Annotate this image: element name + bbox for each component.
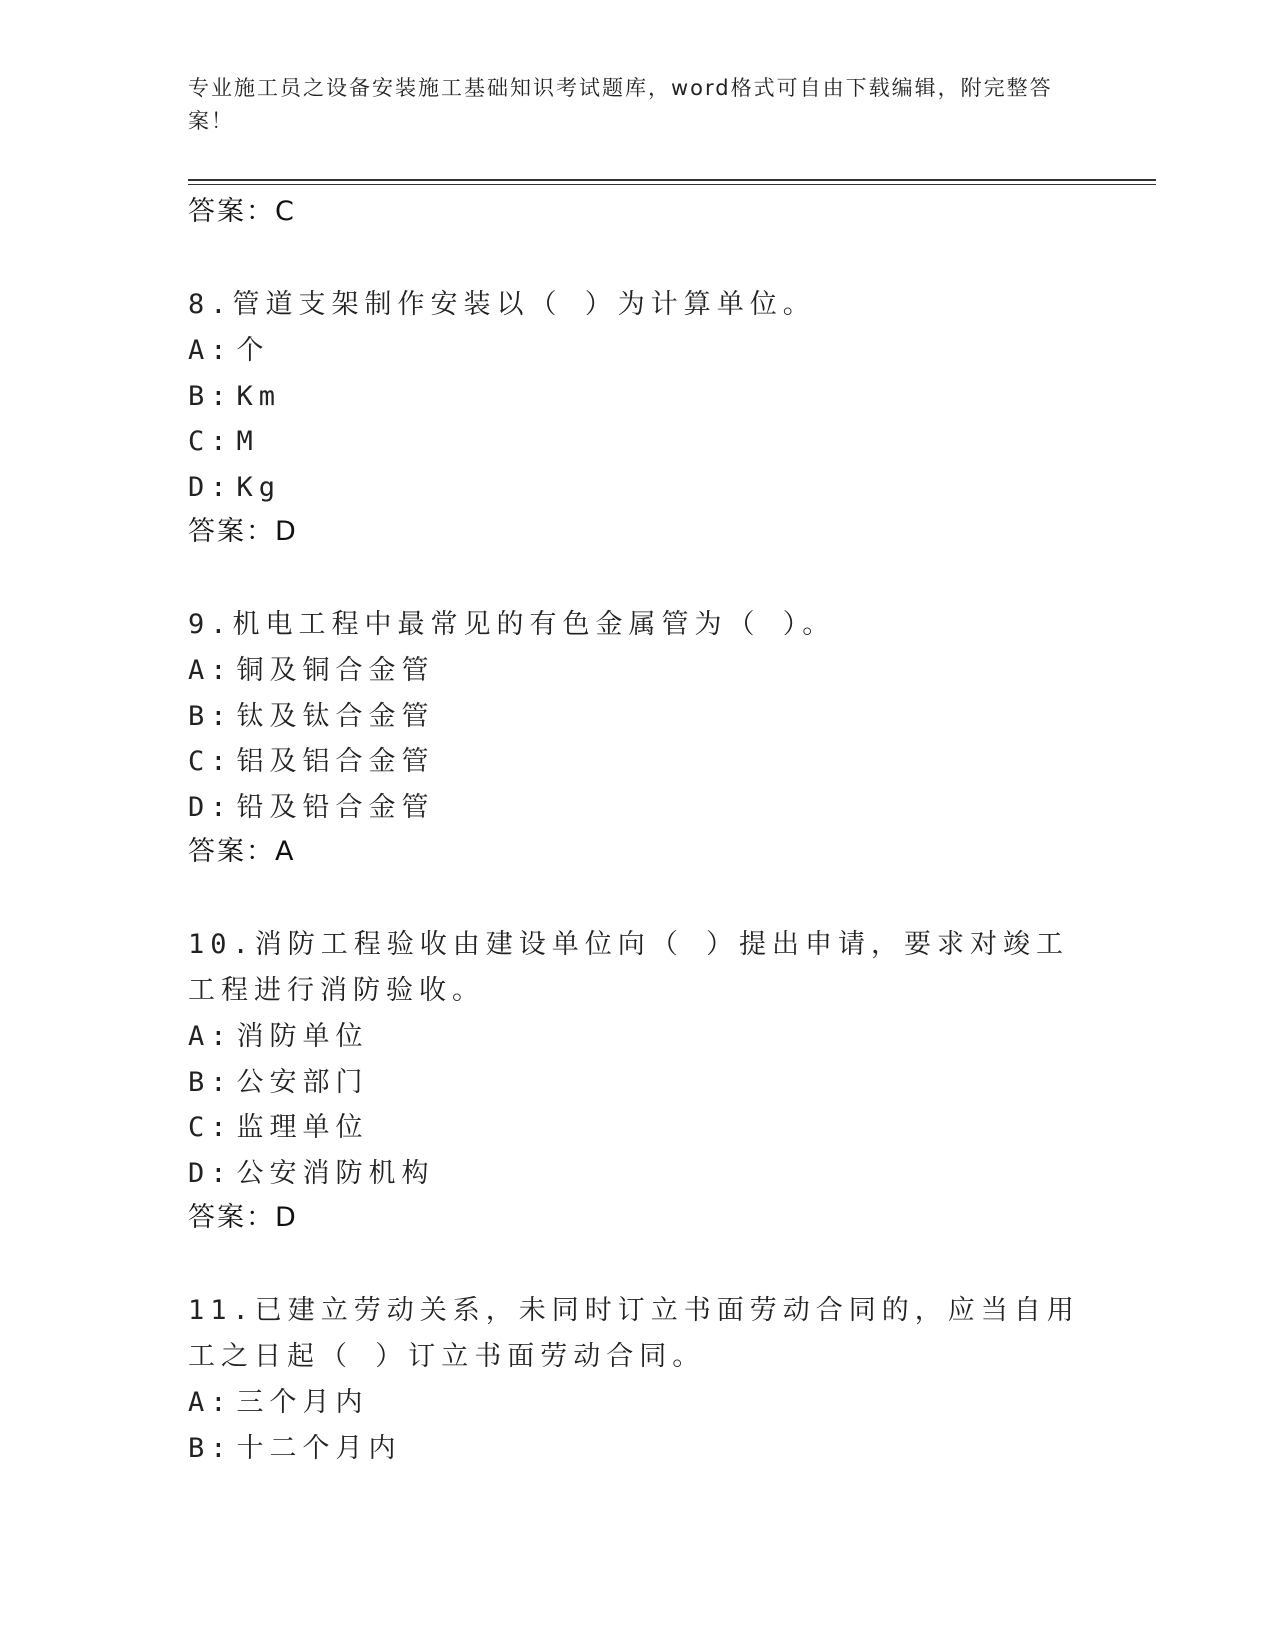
option-a (188, 328, 1088, 374)
spacer (188, 554, 1088, 602)
option-text: 三个月内 (236, 1387, 369, 1418)
previous-answer (188, 190, 1088, 234)
answer-value: C (275, 196, 296, 227)
option-d (188, 785, 1088, 831)
question-block (188, 282, 1088, 554)
option-text: 监理单位 (236, 1112, 369, 1143)
answer-label: 答案： (188, 836, 275, 867)
question-stem: 8.管道支架制作安装以（ ）为计算单位。 (188, 289, 816, 320)
question-block (188, 1288, 1088, 1471)
option-text: 铜及铜合金管 (236, 655, 435, 686)
header-divider-thin (188, 184, 1156, 185)
option-text: 钛及钛合金管 (236, 700, 435, 732)
option-a (188, 1380, 1088, 1426)
option-c (188, 419, 1088, 465)
option-letter: D: (188, 471, 233, 503)
question-stem: 10.消防工程验收由建设单位向（ ）提出申请，要求对竣工工程进行消防验收。 (188, 929, 1070, 1006)
question-block (188, 602, 1088, 874)
answer-label: 答案： (188, 516, 275, 547)
spacer (188, 874, 1088, 922)
option-letter: A: (188, 335, 233, 366)
option-letter: B: (188, 1066, 233, 1098)
option-text: 个 (236, 335, 270, 366)
option-letter: B: (188, 700, 233, 732)
question-answer (188, 830, 1088, 874)
option-letter: D: (188, 791, 233, 823)
option-b (188, 1426, 1088, 1472)
question-answer (188, 510, 1088, 554)
option-b (188, 374, 1088, 420)
option-text: 消防单位 (236, 1021, 369, 1052)
option-letter: B: (188, 1432, 233, 1464)
option-text: 铅及铅合金管 (236, 791, 435, 823)
option-b (188, 1060, 1088, 1106)
answer-label: 答案： (188, 1202, 275, 1233)
option-letter: D: (188, 1157, 233, 1189)
spacer (188, 1240, 1088, 1288)
option-letter: A: (188, 655, 233, 686)
option-d (188, 1151, 1088, 1197)
header-divider-thick (188, 179, 1156, 181)
option-text: 铝及铝合金管 (236, 746, 435, 777)
document-header: 专业施工员之设备安装施工基础知识考试题库，word格式可自由下载编辑，附完整答案！ (188, 76, 1053, 133)
option-letter: A: (188, 1387, 233, 1418)
option-text: M (236, 426, 259, 457)
option-d (188, 465, 1088, 511)
option-text: Kg (236, 471, 282, 503)
option-a (188, 1014, 1088, 1060)
option-letter: C: (188, 1112, 233, 1143)
option-c (188, 739, 1088, 785)
option-letter: A: (188, 1021, 233, 1052)
spacer (188, 234, 1088, 282)
question-stem: 9.机电工程中最常见的有色金属管为（ ）。 (188, 609, 836, 640)
option-letter: C: (188, 746, 233, 777)
option-c (188, 1105, 1088, 1151)
option-text: 十二个月内 (236, 1432, 402, 1464)
option-letter: B: (188, 380, 233, 412)
option-text: 公安部门 (236, 1066, 369, 1098)
answer-value: D (275, 1202, 298, 1233)
question-list (188, 190, 1088, 1471)
question-block (188, 922, 1088, 1240)
question-stem: 11.已建立劳动关系，未同时订立书面劳动合同的，应当自用工之日起（ ）订立书面劳动合同。 (188, 1295, 1080, 1372)
answer-value: A (275, 836, 296, 867)
option-text: Km (236, 380, 282, 412)
question-answer (188, 1196, 1088, 1240)
option-b (188, 694, 1088, 740)
answer-value: D (275, 516, 298, 547)
answer-label: 答案： (188, 196, 275, 227)
option-letter: C: (188, 426, 233, 457)
option-text: 公安消防机构 (236, 1157, 435, 1189)
option-a (188, 648, 1088, 694)
